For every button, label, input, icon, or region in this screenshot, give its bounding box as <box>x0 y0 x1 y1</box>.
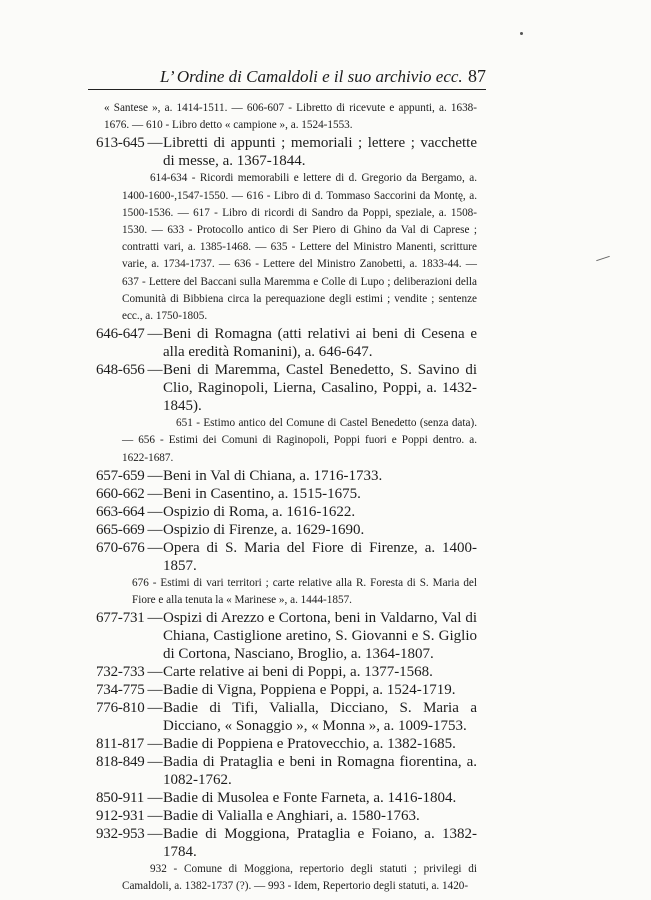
entry-number: 677-731 <box>96 610 145 627</box>
entry-description: Libretti di appunti ; memoriali ; lettere ; vacchette di messe, a. 1367-1844. <box>163 135 477 170</box>
catalogue-entry <box>96 735 477 753</box>
entry-description: Ospizio di Firenze, a. 1629-1690. <box>163 521 365 538</box>
running-title: L’ Ordine di Camaldoli e il suo archivio ecc. <box>160 67 463 86</box>
entry-number: 657-659 <box>96 467 145 484</box>
note-paragraph: 676 - Estimi di vari territori ; carte relative alla R. Foresta di S. Maria del Fiore e alla tenuta la « Marinese », a. 1444-1857. <box>132 576 477 607</box>
entry-number: 912-931 <box>96 808 145 825</box>
running-header <box>88 66 486 87</box>
entry-description: Beni di Romagna (atti relativi ai beni di Cesena e alla eredità Romanini), a. 646-647. <box>163 326 477 361</box>
entry-dash: — <box>147 790 163 807</box>
entry-number: 660-662 <box>96 485 145 502</box>
catalogue-entry <box>96 503 477 521</box>
entry-number: 818-849 <box>96 754 145 771</box>
entry-description: Opera di S. Maria del Fiore di Firenze, a. 1400-1857. <box>163 539 477 574</box>
entry-number: 776-810 <box>96 700 145 717</box>
catalogue-entry <box>96 134 477 170</box>
entry-description: Badia di Prataglia e beni in Romagna fiorentina, a. 1082-1762. <box>163 754 477 789</box>
entry-number: 734-775 <box>96 682 145 699</box>
entry-dash: — <box>147 736 163 753</box>
entry-dash: — <box>147 826 163 843</box>
entry-number: 663-664 <box>96 503 145 520</box>
ink-speck <box>520 32 523 35</box>
note-paragraph: « Santese », a. 1414-1511. — 606-607 - Libretto di ricevute e appunti, a. 1638-1676. — 610 - Libro detto « campione », a. 1524-1553. <box>104 102 477 132</box>
entry-dash: — <box>147 503 163 520</box>
entry-description: Badie di Poppiena e Pratovecchio, a. 1382-1685. <box>163 736 456 753</box>
entry-dash: — <box>147 664 163 681</box>
entry-dash: — <box>147 539 163 556</box>
header-rule <box>88 89 486 90</box>
note-paragraph: 614-634 - Ricordi memorabili e lettere di d. Gregorio da Bergamo, a. 1400-1600-,1547-1550. — 616 - Libro di d. Tommaso Saccorini da Montę, a. 1500-1536. — 617 - Libro di ricordi di Sandro da Poppi, speziale, a. 1508-1530. — 633 - Protocollo antico di Ser Piero di Ghino da Val di Caprese ; contratti vari, a. 1385-1468. — 635 - Lettere del Ministro Manenti, scritture varie, a. 1734-1737. — 636 - Lettere del Ministro Zanobetti, a. 1833-44. — 637 - Lettere del Baccani sulla Maremma e Colle di Lupo ; deliberazioni della Comunità di Bibbiena circa la perequazione degli estimi ; vendite ; sentenze ecc., a. 1750-1805. <box>122 172 477 323</box>
catalogue-entry <box>96 539 477 575</box>
catalogue-entry <box>96 521 477 539</box>
catalogue-entry <box>96 663 477 681</box>
entry-dash: — <box>147 610 163 627</box>
entry-dash: — <box>147 521 163 538</box>
catalogue-entry <box>96 699 477 735</box>
entry-dash: — <box>147 135 163 152</box>
catalogue-entry <box>96 825 477 861</box>
pencil-mark <box>596 256 610 261</box>
entry-number: 932-953 <box>96 826 145 843</box>
entry-dash: — <box>147 326 163 343</box>
catalogue-entry <box>96 485 477 503</box>
entry-number: 811-817 <box>96 736 145 753</box>
entry-number: 850-911 <box>96 790 145 807</box>
entry-description: Beni in Val di Chiana, a. 1716-1733. <box>163 467 383 484</box>
entry-dash: — <box>147 362 163 379</box>
entry-number: 732-733 <box>96 664 145 681</box>
catalogue-entry <box>96 609 477 663</box>
entry-dash: — <box>147 808 163 825</box>
entry-number: 665-669 <box>96 521 145 538</box>
entry-description: Badie di Tifi, Valialla, Dicciano, S. Maria a Dicciano, « Sonaggio », « Monna », a. 1009-1753. <box>163 700 477 735</box>
page-number: 87 <box>468 66 486 86</box>
entry-dash: — <box>147 467 163 484</box>
entry-dash: — <box>147 682 163 699</box>
catalogue-entry <box>96 325 477 361</box>
catalogue-entry <box>96 753 477 789</box>
entry-description: Carte relative ai beni di Poppi, a. 1377-1568. <box>163 664 433 681</box>
entry-description: Badie di Valialla e Anghiari, a. 1580-1763. <box>163 808 420 825</box>
entry-description: Beni in Casentino, a. 1515-1675. <box>163 485 361 502</box>
entry-description: Badie di Musolea e Fonte Farneta, a. 1416-1804. <box>163 790 457 807</box>
entry-dash: — <box>147 700 163 717</box>
entry-number: 670-676 <box>96 539 145 556</box>
entry-dash: — <box>147 754 163 771</box>
catalogue-entry <box>96 807 477 825</box>
catalogue-entry <box>96 467 477 485</box>
catalogue-list <box>96 100 477 896</box>
entry-number: 613-645 <box>96 135 145 152</box>
entry-description: Badie di Vigna, Poppiena e Poppi, a. 1524-1719. <box>163 682 456 699</box>
note-paragraph: 932 - Comune di Moggiona, repertorio degli statuti ; privilegi di Camaldoli, a. 1382-1737 (?). — 993 - Idem, Repertorio degli statuti, a. 1420- <box>122 863 477 893</box>
entry-description: Ospizi di Arezzo e Cortona, beni in Valdarno, Val di Chiana, Castiglione aretino, S. Giovanni e S. Giglio di Cortona, Nasciano, Broglio, a. 1364-1807. <box>163 610 477 663</box>
entry-dash: — <box>147 485 163 502</box>
note-paragraph: 651 - Estimo antico del Comune di Castel Benedetto (senza data). — 656 - Estimi dei Comuni di Raginopoli, Poppi fuori e Poppi dentro. a. 1622-1687. <box>122 417 477 464</box>
entry-description: Badie di Moggiona, Prataglia e Foiano, a. 1382-1784. <box>163 826 477 861</box>
catalogue-entry <box>96 681 477 699</box>
catalogue-entry <box>96 361 477 415</box>
entry-description: Ospizio di Roma, a. 1616-1622. <box>163 503 356 520</box>
catalogue-entry <box>96 789 477 807</box>
entry-number: 648-656 <box>96 362 145 379</box>
entry-number: 646-647 <box>96 326 145 343</box>
entry-description: Beni di Maremma, Castel Benedetto, S. Savino di Clio, Raginopoli, Lierna, Casalino, Poppi, a. 1432-1845). <box>163 362 477 415</box>
